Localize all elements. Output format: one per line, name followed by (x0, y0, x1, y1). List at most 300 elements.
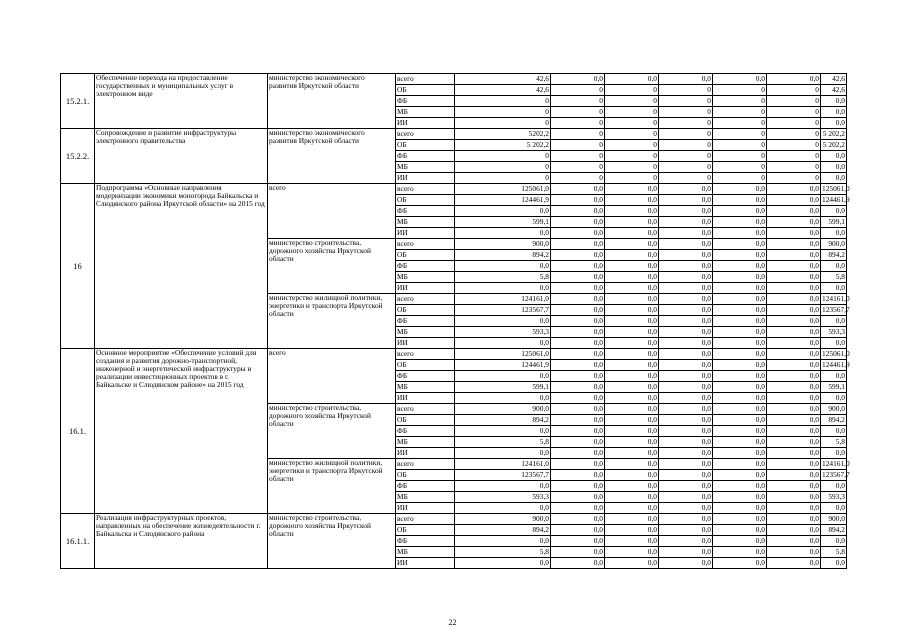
amount-cell: 0,0 (821, 426, 847, 437)
amount-cell: 0 (659, 107, 713, 118)
funding-source: ОБ (396, 140, 455, 151)
funding-source: ИИ (396, 338, 455, 349)
amount-cell: 0,0 (605, 217, 659, 228)
amount-cell: 0 (767, 140, 821, 151)
amount-cell: 0 (455, 173, 551, 184)
amount-cell: 0 (455, 151, 551, 162)
amount-cell: 0,0 (713, 536, 767, 547)
amount-cell: 0 (713, 151, 767, 162)
amount-cell: 0,0 (455, 316, 551, 327)
amount-cell: 0,0 (605, 316, 659, 327)
executor-name: всего (268, 349, 396, 404)
amount-cell: 124461,9 (455, 360, 551, 371)
amount-cell: 0,0 (551, 536, 605, 547)
amount-cell: 0,0 (767, 217, 821, 228)
amount-cell: 0,0 (551, 426, 605, 437)
amount-cell: 0,0 (551, 250, 605, 261)
amount-cell: 0,0 (767, 470, 821, 481)
funding-source: ФБ (396, 426, 455, 437)
funding-source: ФБ (396, 261, 455, 272)
executor-name: министерство жилищной политики, энергетики и транспорта Иркутской области (268, 294, 396, 349)
amount-cell: 0,0 (767, 426, 821, 437)
page-number: 22 (448, 618, 457, 627)
amount-cell: 0,0 (713, 470, 767, 481)
amount-cell: 0,0 (605, 547, 659, 558)
funding-source: ОБ (396, 85, 455, 96)
funding-source: ФБ (396, 371, 455, 382)
amount-cell: 0,0 (659, 426, 713, 437)
item-description: Обеспечение перехода на предоставление государственных и муниципальных услуг в электронном виде (95, 74, 268, 129)
amount-cell: 0,0 (767, 503, 821, 514)
amount-cell: 0 (767, 107, 821, 118)
amount-cell: 0 (659, 162, 713, 173)
amount-cell: 0,0 (821, 448, 847, 459)
amount-cell: 0,0 (551, 283, 605, 294)
amount-cell: 0 (551, 162, 605, 173)
amount-cell: 0,0 (605, 239, 659, 250)
amount-cell: 0 (605, 129, 659, 140)
amount-cell: 593,3 (455, 327, 551, 338)
amount-cell: 0,0 (821, 536, 847, 547)
amount-cell: 894,2 (455, 250, 551, 261)
amount-cell: 0 (713, 118, 767, 129)
amount-cell: 0 (659, 151, 713, 162)
amount-cell: 0,0 (551, 327, 605, 338)
amount-cell: 0,0 (713, 217, 767, 228)
amount-cell: 0,0 (767, 558, 821, 569)
amount-cell: 0,0 (821, 96, 847, 107)
amount-cell: 0,0 (551, 525, 605, 536)
amount-cell: 5,8 (821, 437, 847, 448)
funding-source: всего (396, 514, 455, 525)
amount-cell: 0,0 (659, 525, 713, 536)
amount-cell: 0,0 (605, 558, 659, 569)
amount-cell: 0 (713, 129, 767, 140)
amount-cell: 5,8 (455, 437, 551, 448)
amount-cell: 0,0 (455, 371, 551, 382)
amount-cell: 123567,7 (822, 305, 850, 314)
executor-name: министерство экономического развития Иркутской области (268, 129, 396, 184)
funding-source: МБ (396, 437, 455, 448)
amount-cell: 0,0 (767, 404, 821, 415)
amount-cell: 0,0 (767, 250, 821, 261)
executor-name: всего (268, 184, 396, 239)
amount-cell: 900,0 (821, 514, 847, 525)
amount-cell: 0,0 (455, 448, 551, 459)
amount-cell: 0,0 (551, 547, 605, 558)
amount-cell: 0,0 (605, 393, 659, 404)
amount-cell: 0,0 (659, 294, 713, 305)
amount-cell: 0 (713, 173, 767, 184)
amount-cell: 5,8 (455, 272, 551, 283)
amount-cell: 0,0 (713, 547, 767, 558)
amount-cell: 0,0 (605, 448, 659, 459)
amount-cell: 0 (767, 85, 821, 96)
amount-cell: 0 (767, 118, 821, 129)
amount-cell: 124461,9 (822, 195, 850, 204)
amount-cell: 0,0 (767, 239, 821, 250)
amount-cell: 0,0 (551, 228, 605, 239)
amount-cell: 0,0 (605, 426, 659, 437)
amount-cell: 0 (767, 162, 821, 173)
amount-cell: 894,2 (455, 415, 551, 426)
funding-source: ОБ (396, 360, 455, 371)
amount-cell: 0,0 (713, 239, 767, 250)
funding-source: ФБ (396, 206, 455, 217)
funding-source: ФБ (396, 481, 455, 492)
amount-cell: 0,0 (767, 459, 821, 470)
amount-cell: 0,0 (767, 184, 821, 195)
amount-cell: 0,0 (659, 503, 713, 514)
item-code: 15.2.2. (61, 129, 95, 184)
amount-cell: 0,0 (551, 217, 605, 228)
amount-cell: 5202,2 (455, 129, 551, 140)
item-code: 15.2.1. (61, 74, 95, 129)
funding-source: ФБ (396, 536, 455, 547)
amount-cell: 900,0 (455, 239, 551, 250)
amount-cell: 0,0 (821, 261, 847, 272)
amount-cell: 0,0 (821, 206, 847, 217)
funding-source: ИИ (396, 173, 455, 184)
amount-cell: 0,0 (605, 525, 659, 536)
amount-cell: 5,8 (455, 547, 551, 558)
table-row (61, 184, 847, 195)
amount-cell: 0 (659, 85, 713, 96)
amount-cell: 0,0 (767, 371, 821, 382)
amount-cell: 0,0 (713, 415, 767, 426)
amount-cell: 0,0 (821, 173, 847, 184)
amount-cell: 0,0 (605, 228, 659, 239)
amount-cell: 0,0 (605, 283, 659, 294)
funding-source: МБ (396, 217, 455, 228)
amount-cell: 0,0 (767, 294, 821, 305)
amount-cell: 0,0 (551, 503, 605, 514)
amount-cell: 0,0 (551, 305, 605, 316)
item-code: 16.1. (61, 349, 95, 514)
amount-cell: 0,0 (551, 272, 605, 283)
amount-cell: 0,0 (767, 283, 821, 294)
amount-cell: 0,0 (551, 481, 605, 492)
funding-source: ФБ (396, 316, 455, 327)
amount-cell: 894,2 (821, 525, 847, 536)
amount-cell: 0,0 (767, 316, 821, 327)
amount-cell: 0,0 (767, 448, 821, 459)
amount-cell: 900,0 (455, 404, 551, 415)
amount-cell: 0,0 (713, 503, 767, 514)
amount-cell: 0,0 (821, 162, 847, 173)
amount-cell: 0,0 (713, 360, 767, 371)
amount-cell: 42,6 (821, 85, 847, 96)
amount-cell: 123567,7 (455, 305, 551, 316)
amount-cell: 0,0 (455, 283, 551, 294)
funding-source: ФБ (396, 96, 455, 107)
amount-cell: 0,0 (659, 547, 713, 558)
amount-cell: 0,0 (767, 349, 821, 360)
amount-cell: 0,0 (821, 371, 847, 382)
amount-cell: 0,0 (659, 349, 713, 360)
item-code: 16 (61, 184, 95, 349)
amount-cell: 5,8 (821, 272, 847, 283)
funding-source: всего (396, 459, 455, 470)
amount-cell: 0,0 (551, 74, 605, 85)
amount-cell: 0,0 (659, 261, 713, 272)
amount-cell: 0,0 (713, 74, 767, 85)
executor-name: министерство строительства, дорожного хозяйства Иркутской области (268, 514, 396, 569)
amount-cell: 0,0 (551, 294, 605, 305)
table-body (61, 73, 850, 569)
amount-cell: 0 (713, 140, 767, 151)
funding-source: МБ (396, 492, 455, 503)
amount-cell: 0,0 (767, 393, 821, 404)
amount-cell: 0,0 (551, 415, 605, 426)
amount-cell: 0,0 (551, 470, 605, 481)
amount-cell: 0,0 (551, 338, 605, 349)
amount-cell: 0,0 (551, 206, 605, 217)
amount-cell: 0,0 (713, 459, 767, 470)
amount-cell: 599,1 (455, 217, 551, 228)
amount-cell: 0 (551, 129, 605, 140)
amount-cell: 0,0 (659, 514, 713, 525)
amount-cell: 0,0 (455, 261, 551, 272)
amount-cell: 0,0 (821, 283, 847, 294)
amount-cell: 0,0 (767, 195, 821, 206)
amount-cell: 0,0 (551, 459, 605, 470)
funding-source: ОБ (396, 195, 455, 206)
amount-cell: 0,0 (713, 305, 767, 316)
funding-source: всего (396, 184, 455, 195)
amount-cell: 0,0 (551, 184, 605, 195)
amount-cell: 0 (659, 118, 713, 129)
amount-cell: 0,0 (551, 349, 605, 360)
amount-cell: 124161,0 (822, 294, 850, 303)
amount-cell: 0,0 (605, 437, 659, 448)
amount-cell: 0,0 (821, 558, 847, 569)
funding-source: ФБ (396, 151, 455, 162)
amount-cell: 0,0 (605, 206, 659, 217)
amount-cell: 0,0 (551, 360, 605, 371)
amount-cell: 0,0 (713, 283, 767, 294)
amount-cell: 0,0 (659, 305, 713, 316)
amount-cell: 0,0 (659, 338, 713, 349)
amount-cell: 0,0 (605, 261, 659, 272)
amount-cell: 0,0 (605, 74, 659, 85)
amount-cell: 125061,0 (822, 349, 850, 358)
amount-cell: 0,0 (767, 305, 821, 316)
amount-cell: 0,0 (821, 393, 847, 404)
amount-cell: 0,0 (767, 228, 821, 239)
amount-cell: 0,0 (605, 382, 659, 393)
amount-cell: 0,0 (659, 283, 713, 294)
amount-cell: 0,0 (659, 327, 713, 338)
amount-cell: 894,2 (821, 415, 847, 426)
amount-cell: 0,0 (659, 393, 713, 404)
amount-cell: 0 (551, 140, 605, 151)
amount-cell: 0,0 (659, 228, 713, 239)
amount-cell: 0,0 (659, 217, 713, 228)
table-row (61, 349, 847, 360)
amount-cell: 0,0 (455, 426, 551, 437)
amount-cell: 0,0 (455, 338, 551, 349)
amount-cell: 599,1 (455, 382, 551, 393)
amount-cell: 124161,0 (455, 294, 551, 305)
amount-cell: 0,0 (767, 514, 821, 525)
amount-cell: 0 (605, 118, 659, 129)
amount-cell: 0,0 (551, 404, 605, 415)
amount-cell: 593,3 (455, 492, 551, 503)
amount-cell: 0,0 (713, 514, 767, 525)
amount-cell: 0 (551, 107, 605, 118)
amount-cell: 5 202,2 (821, 140, 847, 151)
amount-cell: 0,0 (659, 195, 713, 206)
amount-cell: 0,0 (659, 536, 713, 547)
amount-cell: 0,0 (551, 371, 605, 382)
amount-cell: 0,0 (821, 228, 847, 239)
amount-cell: 0 (551, 151, 605, 162)
funding-source: всего (396, 74, 455, 85)
amount-cell: 125061,0 (822, 184, 850, 193)
amount-cell: 0,0 (551, 239, 605, 250)
amount-cell: 0,0 (713, 206, 767, 217)
amount-cell: 0,0 (605, 305, 659, 316)
amount-cell: 0,0 (767, 272, 821, 283)
amount-cell: 0,0 (821, 151, 847, 162)
amount-cell: 0,0 (713, 184, 767, 195)
funding-source: ОБ (396, 415, 455, 426)
amount-cell: 0 (767, 173, 821, 184)
amount-cell: 0,0 (605, 404, 659, 415)
amount-cell: 0 (455, 162, 551, 173)
funding-source: ИИ (396, 283, 455, 294)
amount-cell: 0,0 (713, 316, 767, 327)
amount-cell: 0 (605, 151, 659, 162)
amount-cell: 0,0 (659, 74, 713, 85)
amount-cell: 0,0 (659, 404, 713, 415)
amount-cell: 0,0 (713, 294, 767, 305)
funding-source: ОБ (396, 525, 455, 536)
amount-cell: 0 (455, 96, 551, 107)
amount-cell: 0,0 (767, 415, 821, 426)
amount-cell: 0,0 (605, 349, 659, 360)
amount-cell: 125061,0 (455, 349, 551, 360)
amount-cell: 0,0 (767, 536, 821, 547)
amount-cell: 0 (551, 85, 605, 96)
amount-cell: 0,0 (659, 558, 713, 569)
funding-source: МБ (396, 162, 455, 173)
amount-cell: 0,0 (605, 459, 659, 470)
amount-cell: 0 (605, 107, 659, 118)
funding-source: ИИ (396, 448, 455, 459)
amount-cell: 0,0 (605, 327, 659, 338)
funding-source: ИИ (396, 118, 455, 129)
executor-name: министерство жилищной политики, энергетики и транспорта Иркутской области (268, 459, 396, 514)
amount-cell: 0,0 (767, 206, 821, 217)
funding-source: всего (396, 349, 455, 360)
amount-cell: 0,0 (821, 481, 847, 492)
amount-cell: 599,1 (821, 382, 847, 393)
amount-cell: 0,0 (551, 558, 605, 569)
amount-cell: 599,1 (821, 217, 847, 228)
amount-cell: 124461,9 (822, 360, 850, 369)
amount-cell: 0,0 (713, 261, 767, 272)
amount-cell: 0,0 (605, 272, 659, 283)
amount-cell: 0,0 (659, 448, 713, 459)
amount-cell: 0,0 (713, 382, 767, 393)
item-description: Реализация инфраструктурных проектов, направленных на обеспечение жизнедеятельности г. Байкальска и Слюдянского района (95, 514, 268, 569)
amount-cell: 0,0 (551, 195, 605, 206)
amount-cell: 0,0 (821, 338, 847, 349)
amount-cell: 0,0 (713, 371, 767, 382)
funding-source: ИИ (396, 503, 455, 514)
table-row (61, 514, 847, 525)
amount-cell: 123567,7 (455, 470, 551, 481)
amount-cell: 0 (605, 85, 659, 96)
amount-cell: 0,0 (605, 371, 659, 382)
executor-name: министерство строительства, дорожного хозяйства Иркутской области (268, 239, 396, 294)
amount-cell: 0 (605, 173, 659, 184)
amount-cell: 0,0 (767, 547, 821, 558)
funding-source: всего (396, 239, 455, 250)
amount-cell: 0,0 (713, 393, 767, 404)
amount-cell: 0,0 (713, 448, 767, 459)
amount-cell: 0 (767, 96, 821, 107)
amount-cell: 42,6 (455, 85, 551, 96)
item-code: 16.1.1. (61, 514, 95, 569)
amount-cell: 0,0 (713, 558, 767, 569)
table-row (61, 74, 847, 85)
funding-source: всего (396, 129, 455, 140)
amount-cell: 0,0 (455, 228, 551, 239)
amount-cell: 0,0 (767, 437, 821, 448)
amount-cell: 593,3 (821, 492, 847, 503)
amount-cell: 0,0 (713, 437, 767, 448)
amount-cell: 0,0 (767, 481, 821, 492)
amount-cell: 0,0 (605, 492, 659, 503)
amount-cell: 0 (551, 96, 605, 107)
amount-cell: 0,0 (659, 371, 713, 382)
amount-cell: 0,0 (659, 360, 713, 371)
amount-cell: 0,0 (767, 261, 821, 272)
amount-cell: 5,8 (821, 547, 847, 558)
amount-cell: 0,0 (767, 327, 821, 338)
amount-cell: 125061,0 (455, 184, 551, 195)
amount-cell: 0,0 (821, 316, 847, 327)
amount-cell: 0 (713, 107, 767, 118)
amount-cell: 0 (713, 85, 767, 96)
amount-cell: 0,0 (455, 503, 551, 514)
executor-name: министерство экономического развития Иркутской области (268, 74, 396, 129)
amount-cell: 0,0 (659, 206, 713, 217)
amount-cell: 0,0 (713, 492, 767, 503)
amount-cell: 0,0 (659, 272, 713, 283)
amount-cell: 0,0 (659, 437, 713, 448)
amount-cell: 0 (455, 107, 551, 118)
amount-cell: 593,3 (821, 327, 847, 338)
amount-cell: 0,0 (455, 558, 551, 569)
amount-cell: 0,0 (713, 228, 767, 239)
amount-cell: 0,0 (605, 503, 659, 514)
amount-cell: 5 202,2 (455, 140, 551, 151)
amount-cell: 0,0 (659, 415, 713, 426)
amount-cell: 124161,0 (455, 459, 551, 470)
amount-cell: 0,0 (767, 360, 821, 371)
funding-source: ОБ (396, 305, 455, 316)
amount-cell: 900,0 (821, 404, 847, 415)
amount-cell: 0,0 (821, 107, 847, 118)
amount-cell: 0,0 (713, 404, 767, 415)
amount-cell: 900,0 (455, 514, 551, 525)
funding-source: ОБ (396, 250, 455, 261)
amount-cell: 0,0 (605, 338, 659, 349)
